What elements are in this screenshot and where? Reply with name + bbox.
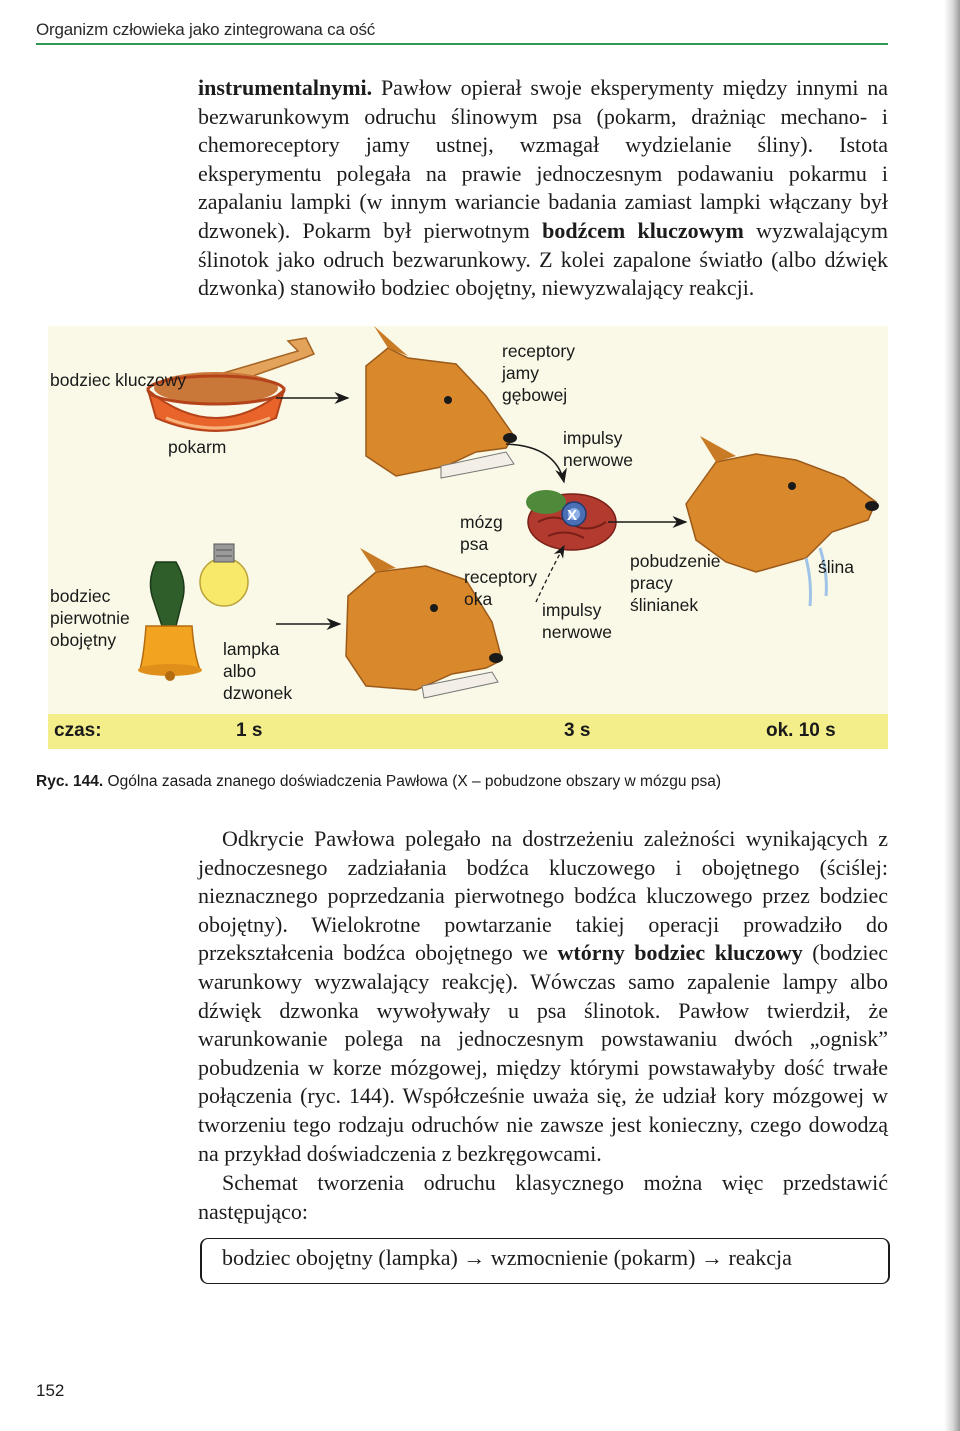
timeline-1s: 1 s xyxy=(236,720,263,741)
scheme-text: bodziec obojętny (lampka) → wzmocnienie (pokarm) → reakcja xyxy=(222,1245,792,1270)
timeline-10s: ok. 10 s xyxy=(766,720,836,741)
paragraph-2-text-a: Odkrycie Pawłowa polegało na dostrzeżeniu zależności wynikających z jednoczesnego zadziałania bodźca kluczowego i obojętnego (ściślej: nieznacznego poprzedzania pierwotnego bodźca kluczowego przez bodziec obojętny). Wielokrotne powtarzanie takiej operacji prowadziło do przekształcenia bodźca obojętnego we xyxy=(198,826,888,966)
timeline-3s: 3 s xyxy=(564,720,591,741)
label-x-mark: X xyxy=(567,507,578,524)
label-neutral-stimulus: bodziec pierwotnie obojętny xyxy=(50,586,130,650)
label-eye-receptors: receptory oka xyxy=(464,567,537,609)
paragraph-2-text-b: (bodziec warunkowy wyzwalający reakcję). Wówczas samo zapalenie lampy albo dźwięk dzwonka wywoływały u psa ślinotok. Pawłow twierdził, że warunkowanie polega na jednoczesnym powstawaniu dwóch „ognisk” pobudzenia w korze mózgowej, między którymi powstawałyby dość trwałe połączenia (ryc. 144). Współcześnie uważa się, że udział kory mózgowej w tworzeniu tego rodzaju odruchów nie zawsze jest konieczny, czego dowodzą na przykład doświadczenia z bezkręgowcami. xyxy=(198,940,889,1166)
paragraph-2 xyxy=(198,825,888,1168)
page-spine-shadow xyxy=(944,0,960,1431)
label-nerve-impulses-top: impulsy nerwowe xyxy=(563,428,634,470)
lamp-bulb-icon xyxy=(200,544,248,606)
dog-head-eating-icon xyxy=(366,326,517,478)
caption-ref: Ryc. 144. xyxy=(36,773,104,790)
header-rule xyxy=(36,43,888,45)
term-key-stimulus: bodźcem kluczowym xyxy=(542,217,744,243)
running-header: Organizm człowieka jako zintegrowana ca ość xyxy=(36,20,376,39)
paragraph-1-text-b: wyzwalającym ślinotok jako odruch bezwarunkowy. Z kolei zapalone światło (albo dźwięk dzwonka) stanowiło bodziec obojętny, niewyzwalający reakcji. xyxy=(198,217,889,301)
label-key-stimulus: bodziec kluczowy xyxy=(50,370,187,390)
timeline-label: czas: xyxy=(54,720,102,741)
arrow-impulse-to-brain xyxy=(506,444,564,482)
paragraph-3: Schemat tworzenia odruchu klasycznego można więc przedstawić następująco: xyxy=(198,1170,888,1224)
label-mouth-receptors: receptory jamy gębowej xyxy=(502,341,575,405)
label-food: pokarm xyxy=(168,437,227,457)
label-lamp-or-bell: lampka albo dzwonek xyxy=(223,639,293,703)
caption-text: Ogólna zasada znanego doświadczenia Pawłowa (X – pobudzone obszary w mózgu psa) xyxy=(103,773,722,790)
term-secondary-key-stimulus: wtórny bodziec kluczowy xyxy=(557,940,803,966)
scheme-box xyxy=(200,1238,890,1284)
label-saliva: ślina xyxy=(818,557,854,577)
label-brain: mózg psa xyxy=(460,512,503,554)
figure-caption xyxy=(36,773,721,791)
page-number: 152 xyxy=(36,1381,65,1400)
figure-144 xyxy=(36,326,888,750)
lead-term: instrumentalnymi. xyxy=(198,75,373,100)
label-nerve-impulses-bottom: impulsy nerwowe xyxy=(542,600,613,642)
label-gland-stimulation: pobudzenie pracy ślinianek xyxy=(630,551,721,615)
paragraph-1-text-a: Pawłow opierał swoje eksperymenty między innymi na bezwarunkowym odruchu ślinowym psa (pokarm, drażniąc mechano- i chemoreceptory jamy ustnej, wzmagał wydzielanie śliny). Istota eksperymentu polegała na prawie jednoczesnym podawaniu pokarmu i zapalaniu lampki (w innym wariancie badania zamiast lampki włączany był dzwonek). Pokarm był pierwotnym xyxy=(198,75,888,243)
paragraph-1 xyxy=(198,74,888,303)
